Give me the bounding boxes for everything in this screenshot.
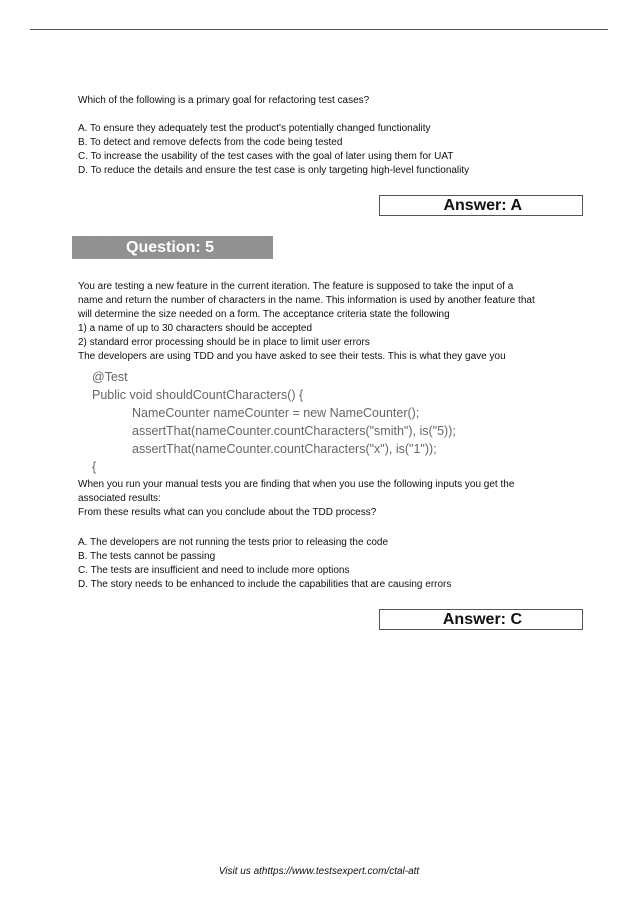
intro-line: 1) a name of up to 30 characters should be accepted	[78, 323, 313, 334]
code-line: Public void shouldCountCharacters() {	[92, 388, 304, 402]
intro-line: The developers are using TDD and you have asked to see their tests. This is what they gave you	[78, 351, 506, 362]
option-a: A. To ensure they adequately test the product's potentially changed functionality	[78, 123, 431, 134]
question-4-answer-box: Answer: A	[379, 195, 583, 216]
question-5-options	[78, 536, 588, 592]
option-c: C. The tests are insufficient and need to include more options	[78, 565, 350, 576]
option-a: A. The developers are not running the tests prior to releasing the code	[78, 537, 389, 548]
question-4-options	[78, 122, 588, 178]
intro-line: 2) standard error processing should be in place to limit user errors	[78, 337, 370, 348]
question-5-intro	[78, 280, 588, 364]
question-4-prompt	[78, 94, 588, 108]
code-line: NameCounter nameCounter = new NameCounter();	[132, 406, 420, 420]
code-line: {	[92, 460, 97, 474]
option-b: B. The tests cannot be passing	[78, 551, 216, 562]
option-b: B. To detect and remove defects from the code being tested	[78, 137, 343, 148]
header-rule	[30, 29, 608, 30]
footer-link[interactable]: Visit us athttps://www.testsexpert.com/ctal-att	[218, 866, 420, 877]
option-c: C. To increase the usability of the test cases with the goal of later using them for UAT	[78, 151, 454, 162]
followup-line: associated results:	[78, 493, 161, 504]
question-4-prompt-text: Which of the following is a primary goal for refactoring test cases?	[78, 95, 370, 106]
code-snippet	[78, 368, 518, 476]
option-d: D. To reduce the details and ensure the test case is only targeting high-level functionality	[78, 165, 470, 176]
question-5-answer-box: Answer: C	[379, 609, 583, 630]
question-5-header: Question: 5	[72, 236, 273, 259]
question-5-followup	[78, 478, 588, 520]
intro-line: name and return the number of characters in the name. This information is used by another feature that	[78, 295, 535, 306]
followup-line: From these results what can you conclude about the TDD process?	[78, 507, 377, 518]
followup-line: When you run your manual tests you are finding that when you use the following inputs you get the	[78, 479, 515, 490]
intro-line: You are testing a new feature in the current iteration. The feature is supposed to take the input of a	[78, 281, 514, 292]
intro-line: will determine the size needed on a form. The acceptance criteria state the following	[78, 309, 450, 320]
code-line: @Test	[92, 370, 128, 384]
code-line: assertThat(nameCounter.countCharacters("smith"), is("5));	[132, 424, 456, 438]
option-d: D. The story needs to be enhanced to include the capabilities that are causing errors	[78, 579, 452, 590]
code-line: assertThat(nameCounter.countCharacters("x"), is("1"));	[132, 442, 437, 456]
